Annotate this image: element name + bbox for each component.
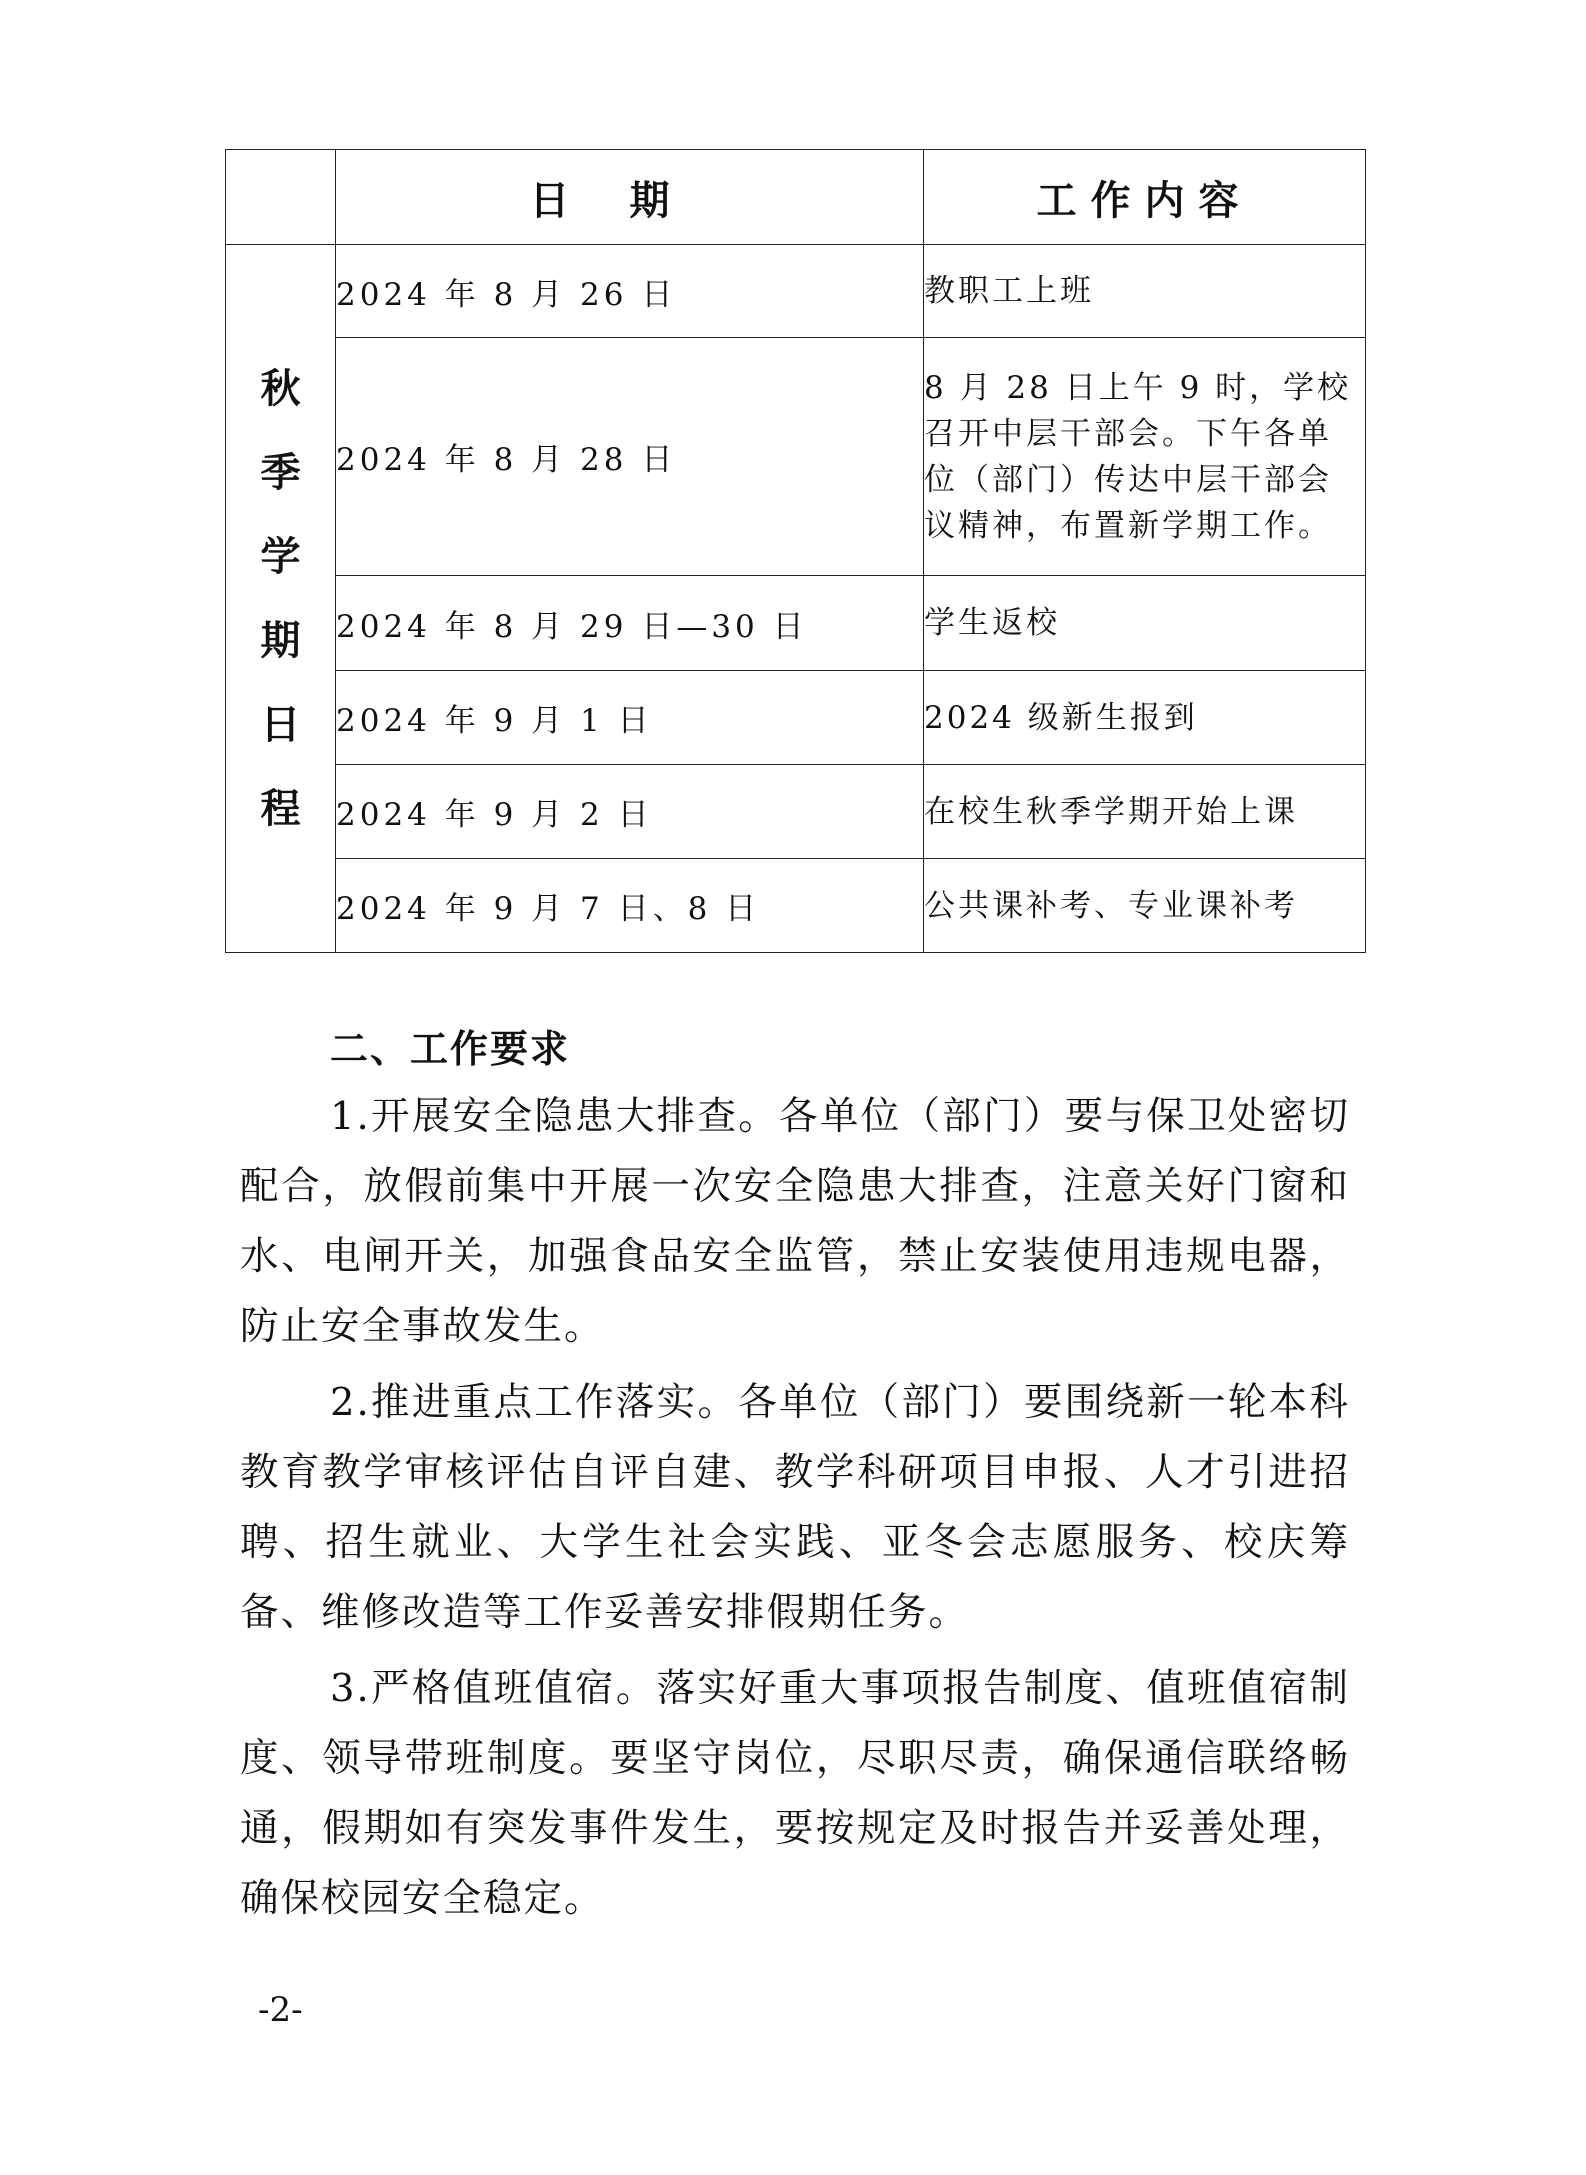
table-header-row	[226, 150, 1366, 245]
schedule-table	[225, 149, 1366, 953]
content-cell: 8 月 28 日上午 9 时，学校召开中层干部会。下午各单位（部门）传达中层干部会议精神，布置新学期工作。	[924, 338, 1366, 576]
header-blank-cell	[226, 150, 336, 245]
paragraph: 2.推进重点工作落实。各单位（部门）要围绕新一轮本科教育教学审核评估自评自建、教学科研项目申报、人才引进招聘、招生就业、大学生社会实践、亚冬会志愿服务、校庆筹备、维修改造等工作妥善安排假期任务。	[240, 1380, 1350, 1635]
content-cell: 在校生秋季学期开始上课	[924, 765, 1366, 859]
paragraph: 3.严格值班值宿。落实好重大事项报告制度、值班值宿制度、领导带班制度。要坚守岗位，尽职尽责，确保通信联络畅通，假期如有突发事件发生，要按规定及时报告并妥善处理，确保校园安全稳定。	[240, 1666, 1350, 1921]
sidebar-char: 季	[260, 449, 301, 496]
sidebar-char: 秋	[260, 365, 301, 412]
table-row	[226, 671, 1366, 765]
table-row	[226, 765, 1366, 859]
date-cell: 2024 年 8 月 26 日	[336, 245, 924, 338]
sidebar-char: 日	[260, 701, 301, 748]
date-cell: 2024 年 8 月 28 日	[336, 338, 924, 576]
date-cell: 2024 年 8 月 29 日—30 日	[336, 576, 924, 671]
section-title: 二、工作要求	[330, 1027, 571, 1071]
content-cell: 2024 级新生报到	[924, 671, 1366, 765]
content-cell: 公共课补考、专业课补考	[924, 859, 1366, 953]
sidebar-char: 学	[260, 533, 301, 580]
date-cell: 2024 年 9 月 1 日	[336, 671, 924, 765]
date-cell: 2024 年 9 月 7 日、8 日	[336, 859, 924, 953]
header-date: 日期	[336, 150, 924, 245]
content-cell: 教职工上班	[924, 245, 1366, 338]
paragraph: 1.开展安全隐患大排查。各单位（部门）要与保卫处密切配合，放假前集中开展一次安全隐患大排查，注意关好门窗和水、电闸开关，加强食品安全监管，禁止安装使用违规电器，防止安全事故发生。	[240, 1094, 1350, 1349]
sidebar-char: 程	[260, 785, 301, 832]
header-content: 工作内容	[924, 150, 1366, 245]
page-number: -2-	[258, 1990, 303, 2030]
table-row	[226, 859, 1366, 953]
content-cell: 学生返校	[924, 576, 1366, 671]
sidebar-label	[226, 245, 336, 953]
sidebar-char: 期	[260, 617, 301, 664]
table-row	[226, 245, 1366, 338]
table-row	[226, 338, 1366, 576]
date-cell: 2024 年 9 月 2 日	[336, 765, 924, 859]
table-row	[226, 576, 1366, 671]
